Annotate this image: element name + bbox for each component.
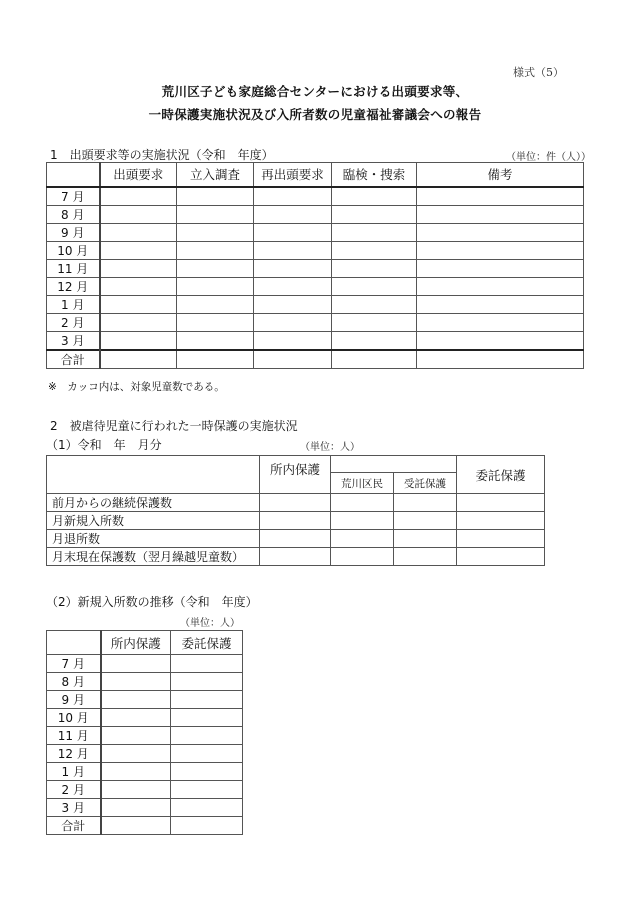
header-blank-group — [331, 456, 457, 473]
section1-heading: 1 出頭要求等の実施状況（令和 年度） — [50, 148, 274, 162]
row-label: 2 月 — [47, 781, 101, 799]
cell[interactable] — [177, 223, 254, 241]
cell[interactable] — [260, 494, 331, 512]
table-header-row — [47, 163, 584, 187]
table-row — [47, 799, 243, 817]
col-header-search-seizure: 臨検・捜索 — [332, 163, 417, 187]
row-label: 8 月 — [47, 673, 101, 691]
row-label: 11 月 — [47, 727, 101, 745]
cell[interactable] — [101, 745, 171, 763]
row-label: 3 月 — [47, 331, 100, 350]
cell[interactable] — [177, 350, 254, 369]
cell[interactable] — [457, 512, 545, 530]
cell[interactable] — [100, 259, 177, 277]
cell[interactable] — [101, 799, 171, 817]
col-header-on-site-inspection: 立入調査 — [177, 163, 254, 187]
cell[interactable] — [254, 187, 332, 206]
table-temporary-protection — [46, 455, 545, 566]
cell[interactable] — [100, 313, 177, 331]
cell[interactable] — [101, 781, 171, 799]
cell[interactable] — [417, 259, 584, 277]
cell[interactable] — [100, 241, 177, 259]
cell[interactable] — [101, 763, 171, 781]
table-row — [47, 277, 584, 295]
table-total-row — [47, 350, 584, 369]
cell[interactable] — [101, 673, 171, 691]
row-label-total: 合計 — [47, 817, 101, 835]
cell[interactable] — [100, 223, 177, 241]
row-label: 12 月 — [47, 277, 100, 295]
table-row — [47, 655, 243, 673]
cell[interactable] — [417, 331, 584, 350]
section2-sub2-heading: （2）新規入所数の推移（令和 年度） — [46, 595, 258, 609]
table-row — [47, 727, 243, 745]
cell[interactable] — [101, 709, 171, 727]
row-label: 9 月 — [47, 223, 100, 241]
table-row — [47, 241, 584, 259]
table-row — [47, 691, 243, 709]
cell[interactable] — [332, 350, 417, 369]
row-label: 7 月 — [47, 655, 101, 673]
section2-sub1-heading: （1）令和 年 月分 — [46, 438, 162, 452]
cell[interactable] — [332, 259, 417, 277]
table-row — [47, 259, 584, 277]
cell[interactable] — [394, 512, 457, 530]
table-enforcement-status — [46, 162, 584, 369]
row-label: 月末現在保護数（翌月繰越児童数） — [47, 548, 260, 566]
table-row — [47, 709, 243, 727]
cell[interactable] — [254, 241, 332, 259]
cell[interactable] — [171, 817, 243, 835]
row-label: 1 月 — [47, 763, 101, 781]
table-row — [47, 187, 584, 206]
cell[interactable] — [417, 350, 584, 369]
section2-heading: 2 被虐待児童に行われた一時保護の実施状況 — [50, 419, 298, 433]
cell[interactable] — [331, 494, 394, 512]
section1-note: ※ カッコ内は、対象児童数である。 — [48, 381, 225, 393]
cell[interactable] — [177, 313, 254, 331]
cell[interactable] — [260, 530, 331, 548]
cell[interactable] — [417, 187, 584, 206]
row-label: 10 月 — [47, 241, 100, 259]
document-title-line1: 荒川区子ども家庭総合センターにおける出頭要求等、 — [161, 84, 469, 99]
cell[interactable] — [100, 187, 177, 206]
header-blank — [47, 631, 101, 655]
table-row — [47, 295, 584, 313]
cell[interactable] — [417, 313, 584, 331]
col-header-consigned: 委託保護 — [171, 631, 243, 655]
cell[interactable] — [171, 709, 243, 727]
row-label: 月新規入所数 — [47, 512, 260, 530]
row-label-total: 合計 — [47, 350, 100, 369]
col-header-appearance-request: 出頭要求 — [100, 163, 177, 187]
cell[interactable] — [457, 494, 545, 512]
table-new-admissions — [46, 630, 243, 835]
col-header-arakawa-residents: 荒川区民 — [331, 473, 394, 494]
cell[interactable] — [100, 295, 177, 313]
cell[interactable] — [177, 277, 254, 295]
row-label: 3 月 — [47, 799, 101, 817]
col-header-in-house: 所内保護 — [101, 631, 171, 655]
row-label: 前月からの継続保護数 — [47, 494, 260, 512]
cell[interactable] — [254, 313, 332, 331]
cell[interactable] — [332, 223, 417, 241]
col-header-re-appearance-request: 再出頭要求 — [254, 163, 332, 187]
cell[interactable] — [417, 241, 584, 259]
cell[interactable] — [331, 530, 394, 548]
cell[interactable] — [254, 331, 332, 350]
cell[interactable] — [171, 763, 243, 781]
cell[interactable] — [171, 799, 243, 817]
cell[interactable] — [171, 781, 243, 799]
cell[interactable] — [254, 350, 332, 369]
cell[interactable] — [332, 205, 417, 223]
cell[interactable] — [101, 655, 171, 673]
table-row — [47, 494, 545, 512]
cell[interactable] — [331, 512, 394, 530]
cell[interactable] — [177, 241, 254, 259]
cell[interactable] — [177, 187, 254, 206]
cell[interactable] — [332, 313, 417, 331]
row-label: 10 月 — [47, 709, 101, 727]
cell[interactable] — [101, 817, 171, 835]
cell[interactable] — [177, 331, 254, 350]
col-header-entrusted-received: 受託保護 — [394, 473, 457, 494]
cell[interactable] — [254, 259, 332, 277]
header-blank — [47, 456, 260, 494]
cell[interactable] — [171, 691, 243, 709]
cell[interactable] — [171, 673, 243, 691]
cell[interactable] — [417, 205, 584, 223]
cell[interactable] — [417, 223, 584, 241]
header-blank — [47, 163, 100, 187]
table-row — [47, 745, 243, 763]
cell[interactable] — [417, 295, 584, 313]
cell[interactable] — [394, 548, 457, 566]
cell[interactable] — [100, 350, 177, 369]
row-label: 12 月 — [47, 745, 101, 763]
table-row — [47, 205, 584, 223]
cell[interactable] — [260, 548, 331, 566]
cell[interactable] — [171, 655, 243, 673]
cell[interactable] — [101, 727, 171, 745]
row-label: 9 月 — [47, 691, 101, 709]
table-row — [47, 331, 584, 350]
col-header-in-house: 所内保護 — [260, 456, 331, 494]
cell[interactable] — [254, 295, 332, 313]
row-label: 1 月 — [47, 295, 100, 313]
row-label: 8 月 — [47, 205, 100, 223]
cell[interactable] — [260, 512, 331, 530]
cell[interactable] — [100, 331, 177, 350]
table-row — [47, 223, 584, 241]
cell[interactable] — [394, 494, 457, 512]
cell[interactable] — [394, 530, 457, 548]
cell[interactable] — [332, 295, 417, 313]
section2-sub1-unit: （単位：人） — [300, 442, 360, 453]
col-header-consigned: 委託保護 — [457, 456, 545, 494]
table-row — [47, 781, 243, 799]
table-row — [47, 313, 584, 331]
table-row — [47, 512, 545, 530]
section2-sub2-unit: （単位：人） — [180, 618, 240, 629]
cell[interactable] — [177, 205, 254, 223]
row-label: 2 月 — [47, 313, 100, 331]
cell[interactable] — [332, 331, 417, 350]
cell[interactable] — [254, 205, 332, 223]
cell[interactable] — [171, 745, 243, 763]
cell[interactable] — [177, 295, 254, 313]
section1-unit: （単位：件（人）） — [506, 152, 591, 163]
cell[interactable] — [101, 691, 171, 709]
cell[interactable] — [171, 727, 243, 745]
cell[interactable] — [332, 277, 417, 295]
cell[interactable] — [177, 259, 254, 277]
cell[interactable] — [100, 277, 177, 295]
row-label: 月退所数 — [47, 530, 260, 548]
cell[interactable] — [254, 223, 332, 241]
table-row — [47, 673, 243, 691]
document-title-line2: 一時保護実施状況及び入所者数の児童福祉審議会への報告 — [148, 107, 482, 122]
cell[interactable] — [254, 277, 332, 295]
cell[interactable] — [332, 187, 417, 206]
cell[interactable] — [457, 530, 545, 548]
table-row — [47, 763, 243, 781]
row-label: 11 月 — [47, 259, 100, 277]
form-number: 様式（5） — [513, 66, 564, 79]
cell[interactable] — [332, 241, 417, 259]
row-label: 7 月 — [47, 187, 100, 206]
table-row — [47, 548, 545, 566]
cell[interactable] — [100, 205, 177, 223]
col-header-remarks: 備考 — [417, 163, 584, 187]
cell[interactable] — [417, 277, 584, 295]
cell[interactable] — [457, 548, 545, 566]
table-row — [47, 530, 545, 548]
cell[interactable] — [331, 548, 394, 566]
